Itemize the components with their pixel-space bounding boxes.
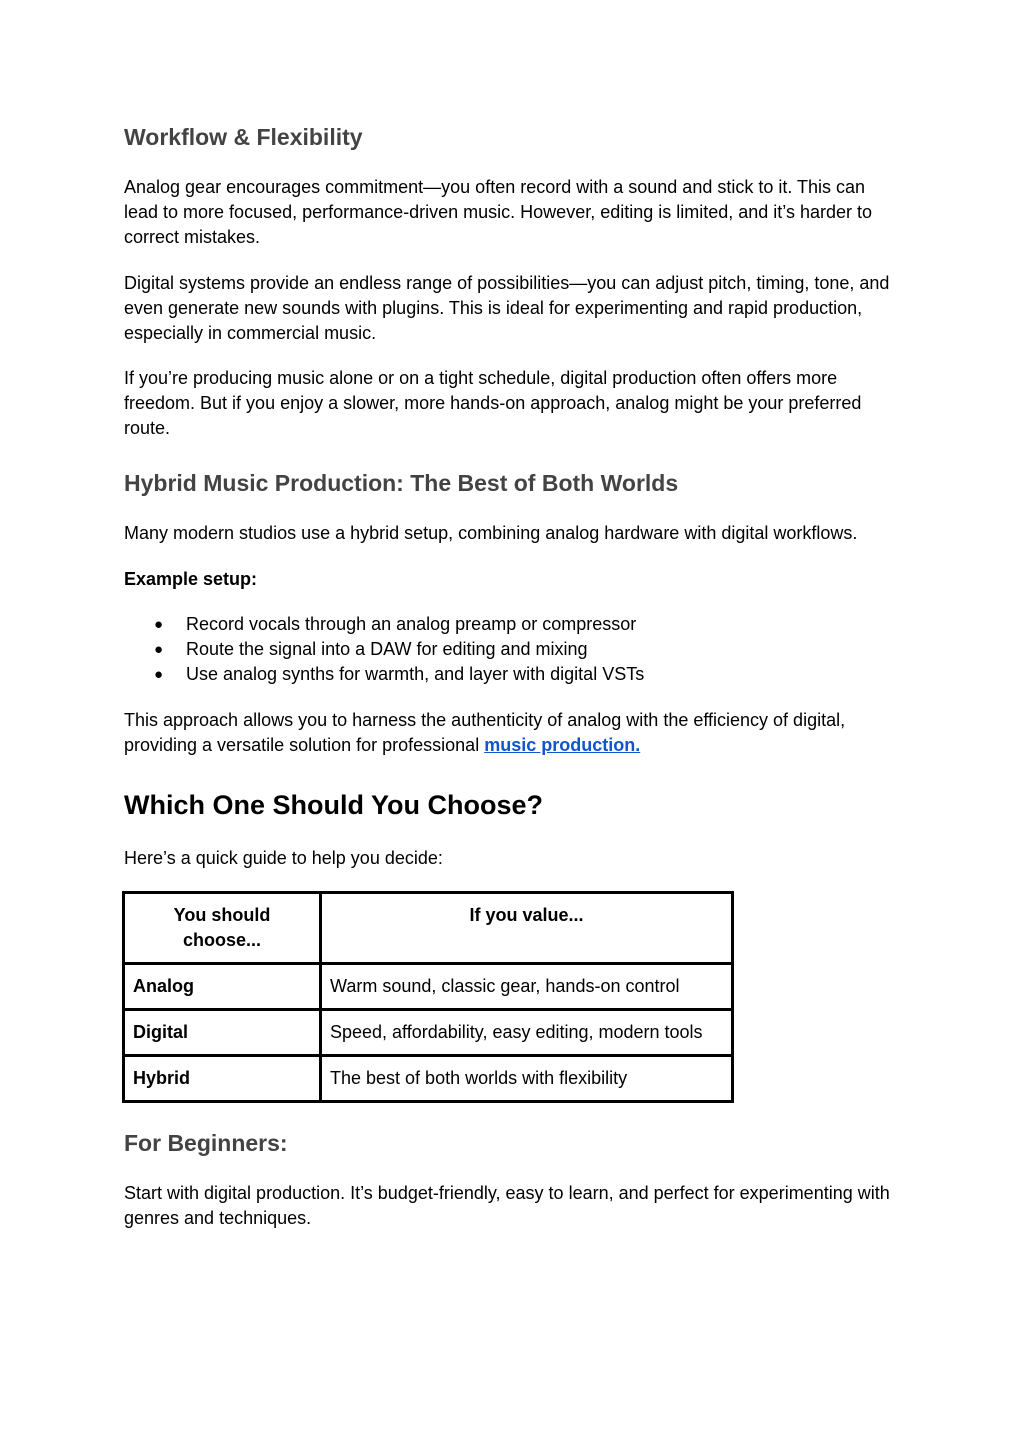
- hybrid-intro: Many modern studios use a hybrid setup, combining analog hardware with digital workflows.: [124, 523, 858, 543]
- list-item: [124, 637, 644, 662]
- table-header-choose: You should choose...: [124, 893, 321, 964]
- workflow-heading: Workflow & Flexibility: [124, 124, 363, 150]
- choose-intro: Here’s a quick guide to help you decide:: [124, 848, 443, 868]
- beginners-paragraph: Start with digital production. It’s budget-friendly, easy to learn, and perfect for experimenting with genres and techniques.: [124, 1183, 890, 1228]
- choose-heading: Which One Should You Choose?: [124, 790, 543, 820]
- comparison-table: [122, 891, 734, 1103]
- workflow-paragraph-1: Analog gear encourages commitment—you often record with a sound and stick to it. This can lead to more focused, performance-driven music. However, editing is limited, and it’s harder to correct mistakes.: [124, 177, 873, 247]
- workflow-paragraph-2: Digital systems provide an endless range of possibilities—you can adjust pitch, timing, tone, and even generate new sounds with plugins. This is ideal for experimenting and rapid production, especially in commercial music.: [124, 273, 890, 343]
- list-item: [124, 612, 644, 637]
- bullet-icon: ●: [154, 666, 164, 683]
- list-item-text: Route the signal into a DAW for editing and mixing: [186, 639, 588, 659]
- table-row: [124, 964, 733, 1010]
- list-item: [124, 662, 644, 687]
- hybrid-closing-paragraph: [124, 708, 904, 758]
- table-cell-value: Warm sound, classic gear, hands-on control: [321, 964, 733, 1010]
- music-production-link[interactable]: music production.: [484, 735, 641, 755]
- table-cell-value: Speed, affordability, easy editing, modern tools: [321, 1010, 733, 1056]
- hybrid-heading: Hybrid Music Production: The Best of Both Worlds: [124, 470, 679, 496]
- bullet-icon: ●: [154, 616, 164, 633]
- table-row: [124, 1010, 733, 1056]
- table-header-value: If you value...: [321, 893, 733, 964]
- example-setup-list: [124, 612, 644, 687]
- beginners-heading: For Beginners:: [124, 1130, 288, 1156]
- table-cell-option: Hybrid: [124, 1056, 321, 1102]
- bullet-icon: ●: [154, 641, 164, 658]
- table-header-row: [124, 893, 733, 964]
- list-item-text: Record vocals through an analog preamp or compressor: [186, 614, 637, 634]
- workflow-paragraph-3: If you’re producing music alone or on a tight schedule, digital production often offers more freedom. But if you enjoy a slower, more hands-on approach, analog might be your preferred route.: [124, 368, 862, 438]
- table-cell-value: The best of both worlds with flexibility: [321, 1056, 733, 1102]
- table-cell-option: Digital: [124, 1010, 321, 1056]
- example-setup-label: Example setup:: [124, 569, 258, 589]
- table-row: [124, 1056, 733, 1102]
- hybrid-closing-text: This approach allows you to harness the authenticity of analog with the efficiency of digital, providing a versatile solution for professional: [124, 710, 846, 755]
- list-item-text: Use analog synths for warmth, and layer with digital VSTs: [186, 664, 645, 684]
- table-cell-option: Analog: [124, 964, 321, 1010]
